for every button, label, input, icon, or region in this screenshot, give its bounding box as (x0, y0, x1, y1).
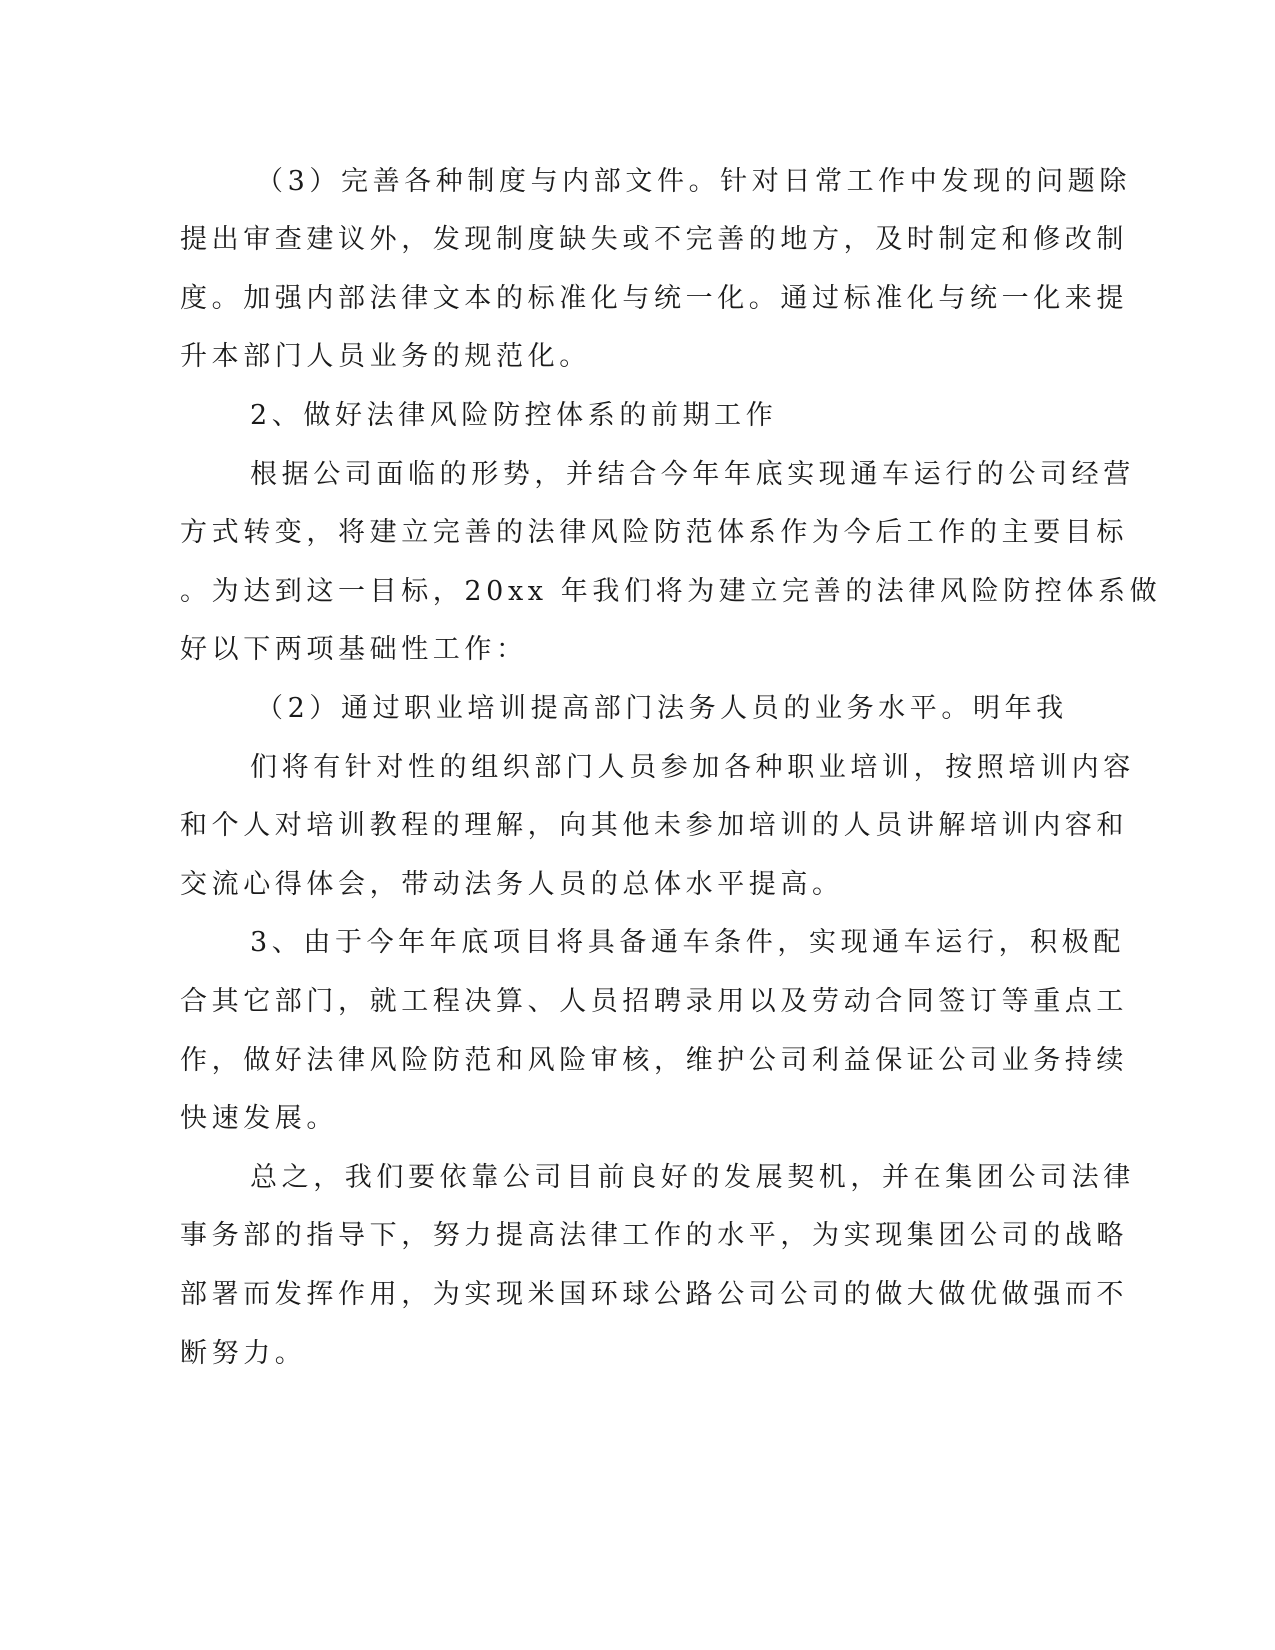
section-heading: 2、做好法律风险防控体系的前期工作 (250, 400, 778, 431)
paragraph-line: 根据公司面临的形势，并结合今年年底实现通车运行的公司经营 (250, 459, 1135, 490)
paragraph-line: 快速发展。 (180, 1103, 338, 1134)
paragraph-line: 升本部门人员业务的规范化。 (180, 341, 591, 372)
paragraph-line: 和个人对培训教程的理解，向其他未参加培训的人员讲解培训内容和 (180, 810, 1128, 841)
paragraph-line: 提出审查建议外，发现制度缺失或不完善的地方，及时制定和修改制 (180, 224, 1128, 255)
paragraph-line: （2）通过职业培训提高部门法务人员的业务水平。明年我 (256, 693, 1068, 724)
paragraph-line: 度。加强内部法律文本的标准化与统一化。通过标准化与统一化来提 (180, 283, 1128, 314)
paragraph-line: 部署而发挥作用，为实现米国环球公路公司公司的做大做优做强而不 (180, 1279, 1128, 1310)
paragraph-line: 合其它部门，就工程决算、人员招聘录用以及劳动合同签订等重点工 (180, 986, 1128, 1017)
paragraph-line: 事务部的指导下，努力提高法律工作的水平，为实现集团公司的战略 (180, 1220, 1128, 1251)
paragraph-line: 断努力。 (180, 1338, 307, 1369)
paragraph-line: （3）完善各种制度与内部文件。针对日常工作中发现的问题除 (256, 166, 1131, 197)
paragraph-line: 好以下两项基础性工作： (180, 634, 528, 665)
paragraph-line: 3、由于今年年底项目将具备通车条件，实现通车运行，积极配 (250, 927, 1125, 958)
paragraph-line: 们将有针对性的组织部门人员参加各种职业培训，按照培训内容 (250, 752, 1135, 783)
paragraph-line: 交流心得体会，带动法务人员的总体水平提高。 (180, 869, 844, 900)
paragraph-line: 。为达到这一目标，20xx 年我们将为建立完善的法律风险防控体系做 (180, 576, 1162, 607)
paragraph-line: 作，做好法律风险防范和风险审核，维护公司利益保证公司业务持续 (180, 1045, 1128, 1076)
paragraph-line: 方式转变，将建立完善的法律风险防范体系作为今后工作的主要目标 (180, 517, 1128, 548)
paragraph-line: 总之，我们要依靠公司目前良好的发展契机，并在集团公司法律 (250, 1162, 1135, 1193)
